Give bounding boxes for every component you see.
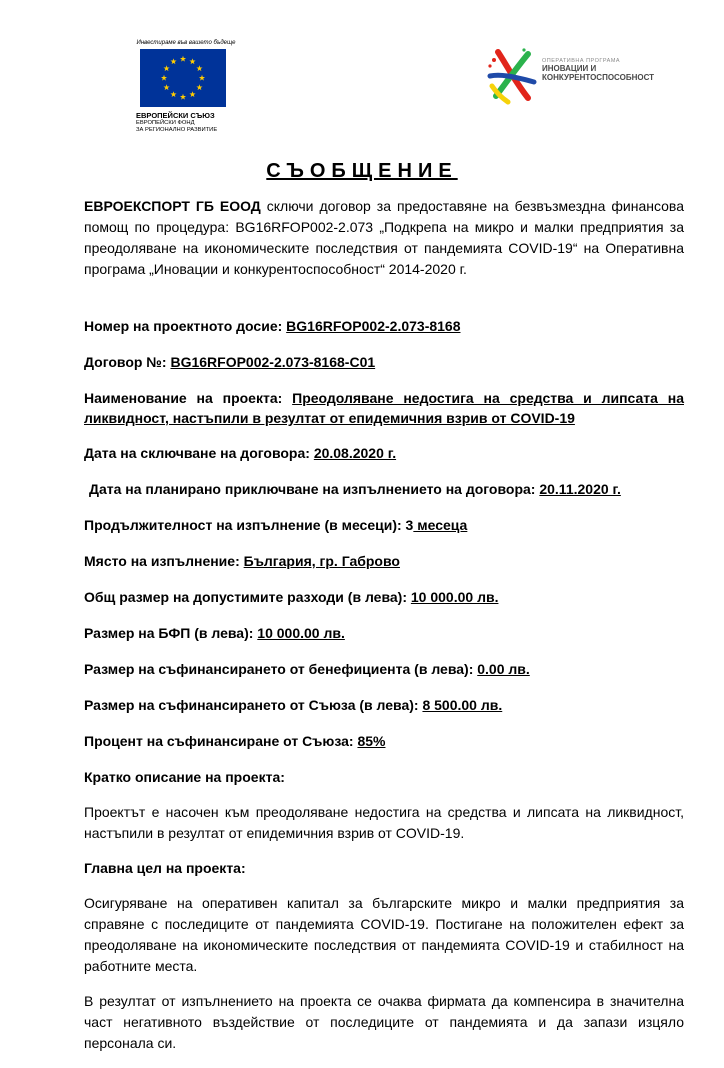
field-label: Дата на планирано приключване на изпълнението на договора:	[89, 481, 540, 497]
field-label: Размер на БФП (в лева):	[84, 625, 258, 641]
field-label: Дата на сключване на договора:	[84, 445, 314, 461]
field-label: Продължителност на изпълнение (в месеци): 3	[84, 517, 414, 533]
eu-logo	[128, 40, 238, 134]
intro-text: сключи договор за предоставяне на безвъзмездна финансова помощ по процедура: BG16RFOP002-2.073 „Подкрепа на микро и малки предприятия за преодоляване на икономическите последствия от пандемията COVID-19“ на Оперативна програма „Иновации и конкурентоспособност“ 2014-2020 г.	[84, 198, 684, 277]
op-mark-icon	[484, 46, 540, 106]
field-dossier	[84, 316, 684, 337]
field-label: Наименование на проекта:	[84, 390, 293, 406]
field-value: Преодоляване недостига на средства и липсата на ликвидност, настъпили в резултат от епидемичния взрив от COVID-19	[84, 390, 684, 426]
summary-text: Проектът е насочен към преодоляване недостига на средства и липсата на ликвидност, настъпили в резултат от епидемичния взрив от COVID-19.	[84, 804, 684, 841]
op-top: ОПЕРАТИВНА ПРОГРАМА	[542, 58, 621, 64]
field-label: Номер на проектното досие:	[84, 318, 287, 334]
field-label: Процент на съфинансиране от Съюза:	[84, 733, 358, 749]
field-label: Общ размер на допустимите разходи (в лева):	[84, 589, 411, 605]
field-value: 0.00 лв.	[477, 661, 530, 677]
field-grant	[84, 623, 684, 644]
field-eu-cofinancing	[84, 695, 684, 716]
eu-line2: ЕВРОПЕЙСКИ ФОНД	[136, 120, 195, 126]
field-label: Договор №:	[84, 354, 171, 370]
goal-paragraph-1: Осигуряване на оперативен капитал за българските микро и малки предприятия за справяне с последиците от пандемията COVID-19. Постигане на положителен ефект за преодоляване на икономическите последствия от пандемията COVID-19 и стабилност на работните места.	[84, 895, 684, 974]
goal-heading: Главна цел на проекта:	[84, 860, 246, 876]
field-value: 20.08.2020 г.	[313, 445, 397, 461]
field-end-date	[84, 479, 684, 500]
fields-list	[84, 316, 684, 752]
eu-flag-icon	[140, 49, 226, 107]
summary-heading: Кратко описание на проекта:	[84, 769, 285, 785]
field-label: Размер на съфинансирането от бенефициента (в лева):	[84, 661, 478, 677]
company-name: ЕВРОЕКСПОРТ ГБ ЕООД	[84, 198, 261, 214]
field-contract	[84, 352, 684, 373]
field-value: 20.11.2020 г.	[539, 481, 621, 497]
eu-line3: ЗА РЕГИОНАЛНО РАЗВИТИЕ	[136, 127, 218, 133]
op-text	[542, 58, 654, 82]
field-sign-date	[84, 443, 684, 464]
field-total-costs	[84, 587, 684, 608]
field-label: Размер на съфинансирането от Съюза (в лева):	[84, 697, 423, 713]
field-value: България, гр. Габрово	[243, 553, 400, 569]
field-beneficiary-cofinancing	[84, 659, 684, 680]
op-bot: КОНКУРЕНТОСПОСОБНОСТ	[542, 73, 655, 82]
field-value: месеца	[413, 517, 468, 533]
field-value: 85%	[357, 733, 386, 749]
page-title: СЪОБЩЕНИЕ	[266, 160, 458, 182]
op-mid: ИНОВАЦИИ И	[542, 64, 597, 73]
field-value: BG16RFOP002-2.073-8168	[286, 318, 461, 334]
op-logo	[484, 46, 684, 106]
document-body	[84, 196, 684, 1068]
field-value: 10 000.00 лв.	[410, 589, 499, 605]
field-project-name	[84, 388, 684, 428]
goal-paragraph-2: В резултат от изпълнението на проекта се очаква фирмата да компенсира в значителна част негативното въздействие от последиците от пандемията и да запази изцяло персонала си.	[84, 993, 684, 1051]
field-duration	[84, 515, 684, 536]
intro-paragraph	[84, 196, 684, 280]
field-location	[84, 551, 684, 572]
eu-motto: Инвестираме във вашето бъдеще	[136, 40, 236, 46]
field-value: 8 500.00 лв.	[422, 697, 503, 713]
field-eu-percent	[84, 731, 684, 752]
field-value: BG16RFOP002-2.073-8168-C01	[170, 354, 376, 370]
field-label: Място на изпълнение:	[84, 553, 244, 569]
field-value: 10 000.00 лв.	[257, 625, 345, 641]
eu-line1: ЕВРОПЕЙСКИ СЪЮЗ	[136, 111, 215, 120]
